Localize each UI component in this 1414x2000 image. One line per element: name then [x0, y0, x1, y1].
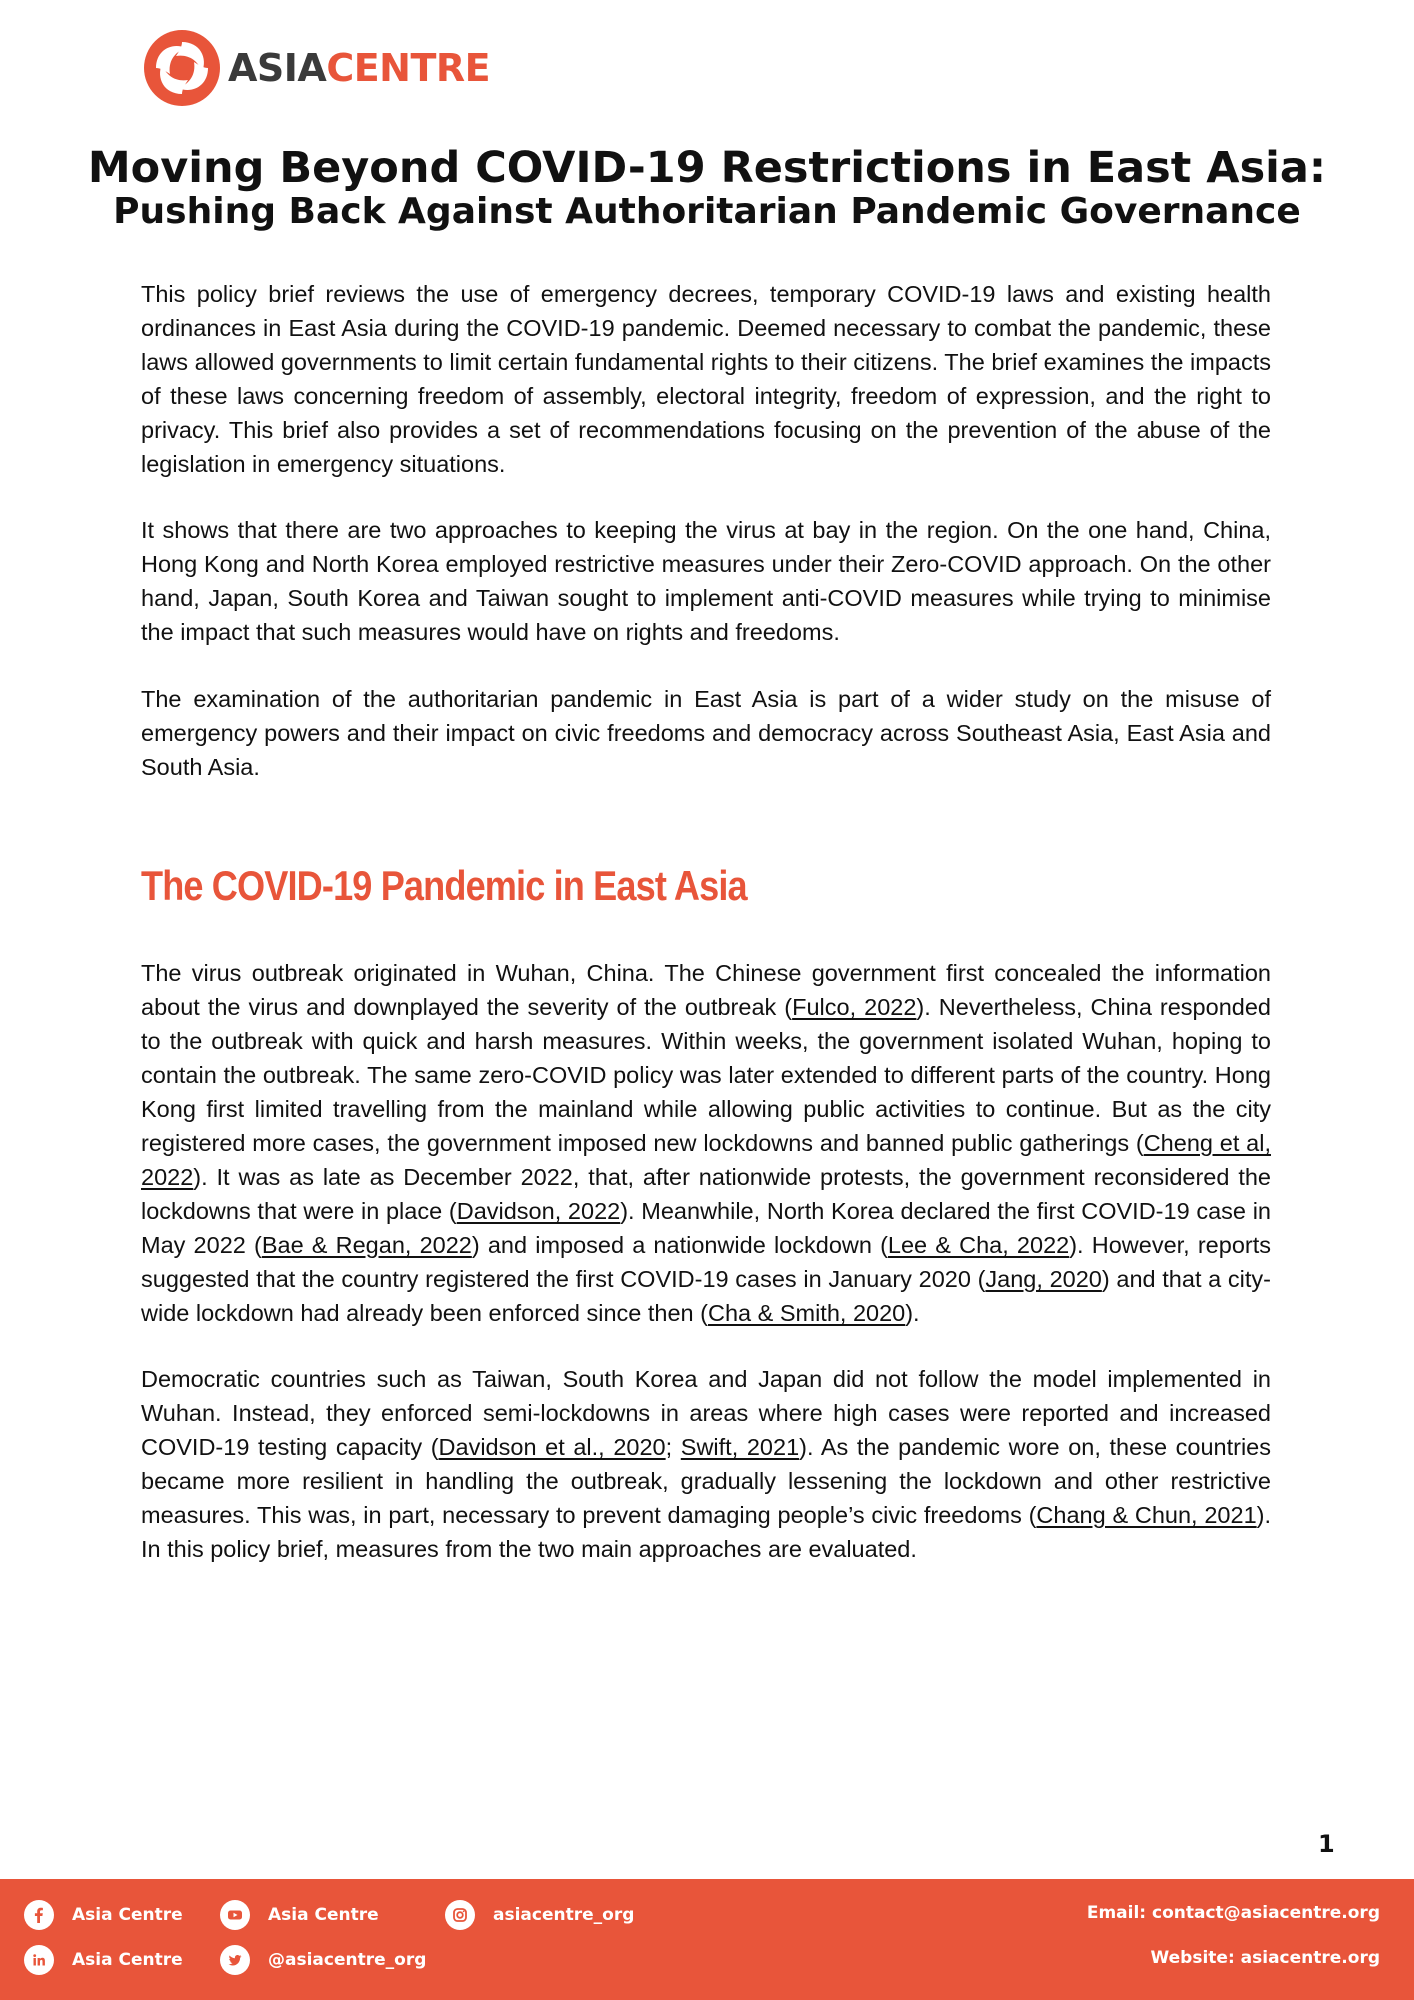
- citation-link[interactable]: Bae & Regan, 2022: [261, 1232, 472, 1258]
- logo-wordmark: ASIACENTRE: [228, 46, 491, 90]
- section-paragraph-1: The virus outbreak originated in Wuhan, China. The Chinese government first concealed the information about the virus and downplayed the severity of the outbreak (Fulco, 2022). Nevertheless, China responded to the outbreak with quick and harsh measures. Within weeks, the government isolated Wuhan, hoping to contain the outbreak. The same zero-COVID policy was later extended to different parts of the country. Hong Kong first limited travelling from the mainland while allowing public activities to continue. But as the city registered more cases, the government imposed new lockdowns and banned public gatherings (Cheng et al, 2022). It was as late as December 2022, that, after nationwide protests, the government reconsidered the lockdowns that were in place (Davidson, 2022). Meanwhile, North Korea declared the first COVID-19 case in May 2022 (Bae & Regan, 2022) and imposed a nationwide lockdown (Lee & Cha, 2022). However, reports suggested that the country registered the first COVID-19 cases in January 2020 (Jang, 2020) and that a city-wide lockdown had already been enforced since then (Cha & Smith, 2020).: [141, 960, 1272, 1326]
- linkedin-icon: [24, 1945, 54, 1975]
- section-heading: The COVID-19 Pandemic in East Asia: [141, 862, 747, 909]
- citation-link[interactable]: Swift, 2021: [680, 1434, 800, 1460]
- footer-linkedin-label: Asia Centre: [72, 1950, 183, 1970]
- citation-link[interactable]: Fulco, 2022: [792, 994, 917, 1020]
- intro-paragraph-1: This policy brief reviews the use of emergency decrees, temporary COVID-19 laws and existing health ordinances in East Asia during the COVID-19 pandemic. Deemed necessary to combat the pandemic, these laws allowed governments to limit certain fundamental rights to their citizens. The brief examines the impacts of these laws concerning freedom of assembly, electoral integrity, freedom of expression, and the right to privacy. This brief also provides a set of recommendations focusing on the prevention of the abuse of the legislation in emergency situations.: [141, 281, 1271, 477]
- footer-twitter-label: @asiacentre_org: [268, 1950, 427, 1970]
- footer-linkedin-link[interactable]: [24, 1945, 183, 1975]
- document-title: Moving Beyond COVID-19 Restrictions in East Asia:: [87, 143, 1327, 193]
- citation-link[interactable]: Lee & Cha, 2022: [887, 1232, 1070, 1258]
- footer-facebook-label: Asia Centre: [72, 1905, 183, 1925]
- footer-facebook-link[interactable]: [24, 1900, 183, 1930]
- footer-twitter-link[interactable]: [220, 1945, 426, 1975]
- instagram-icon: [445, 1900, 475, 1930]
- footer-bar: [0, 1879, 1414, 2000]
- footer-instagram-label: asiacentre_org: [493, 1905, 635, 1925]
- section-paragraph-2: Democratic countries such as Taiwan, South Korea and Japan did not follow the model implemented in Wuhan. Instead, they enforced semi-lockdowns in areas where high cases were reported and increased COVID-19 testing capacity (Davidson et al., 2020; Swift, 2021). As the pandemic wore on, these countries became more resilient in handling the outbreak, gradually lessening the lockdown and other restrictive measures. This was, in part, necessary to prevent damaging people’s civic freedoms (Chang & Chun, 2021). In this policy brief, measures from the two main approaches are evaluated.: [141, 1366, 1271, 1562]
- twitter-icon: [220, 1945, 250, 1975]
- footer-instagram-link[interactable]: [445, 1900, 634, 1930]
- asia-centre-logo-mark: [142, 28, 222, 108]
- intro-paragraph-2: It shows that there are two approaches to keeping the virus at bay in the region. On the one hand, China, Hong Kong and North Korea employed restrictive measures under their Zero-COVID approach. On the other hand, Japan, South Korea and Taiwan sought to implement anti-COVID measures while trying to minimise the impact that such measures would have on rights and freedoms.: [141, 517, 1271, 645]
- footer-youtube-link[interactable]: [220, 1900, 379, 1930]
- citation-link[interactable]: Cheng et al, 2022: [141, 1130, 1271, 1190]
- citation-link[interactable]: Chang & Chun, 2021: [1036, 1502, 1257, 1528]
- facebook-icon: [24, 1900, 54, 1930]
- document-subtitle: Pushing Back Against Authoritarian Pandemic Governance: [113, 191, 1301, 232]
- citation-link[interactable]: Cha & Smith, 2020: [707, 1300, 906, 1326]
- citation-link[interactable]: Jang, 2020: [985, 1266, 1102, 1292]
- footer-youtube-label: Asia Centre: [268, 1905, 379, 1925]
- citation-link[interactable]: Davidson, 2022: [456, 1198, 621, 1224]
- intro-paragraph-3: The examination of the authoritarian pandemic in East Asia is part of a wider study on the misuse of emergency powers and their impact on civic freedoms and democracy across Southeast Asia, East Asia and South Asia.: [141, 686, 1271, 780]
- page-number: 1: [1318, 1830, 1335, 1858]
- footer-website[interactable]: Website: asiacentre.org: [1150, 1948, 1380, 1968]
- citation-link[interactable]: Davidson et al., 2020: [438, 1434, 666, 1460]
- youtube-icon: [220, 1900, 250, 1930]
- footer-email[interactable]: Email: contact@asiacentre.org: [1086, 1903, 1380, 1923]
- asia-centre-logo: [142, 26, 490, 110]
